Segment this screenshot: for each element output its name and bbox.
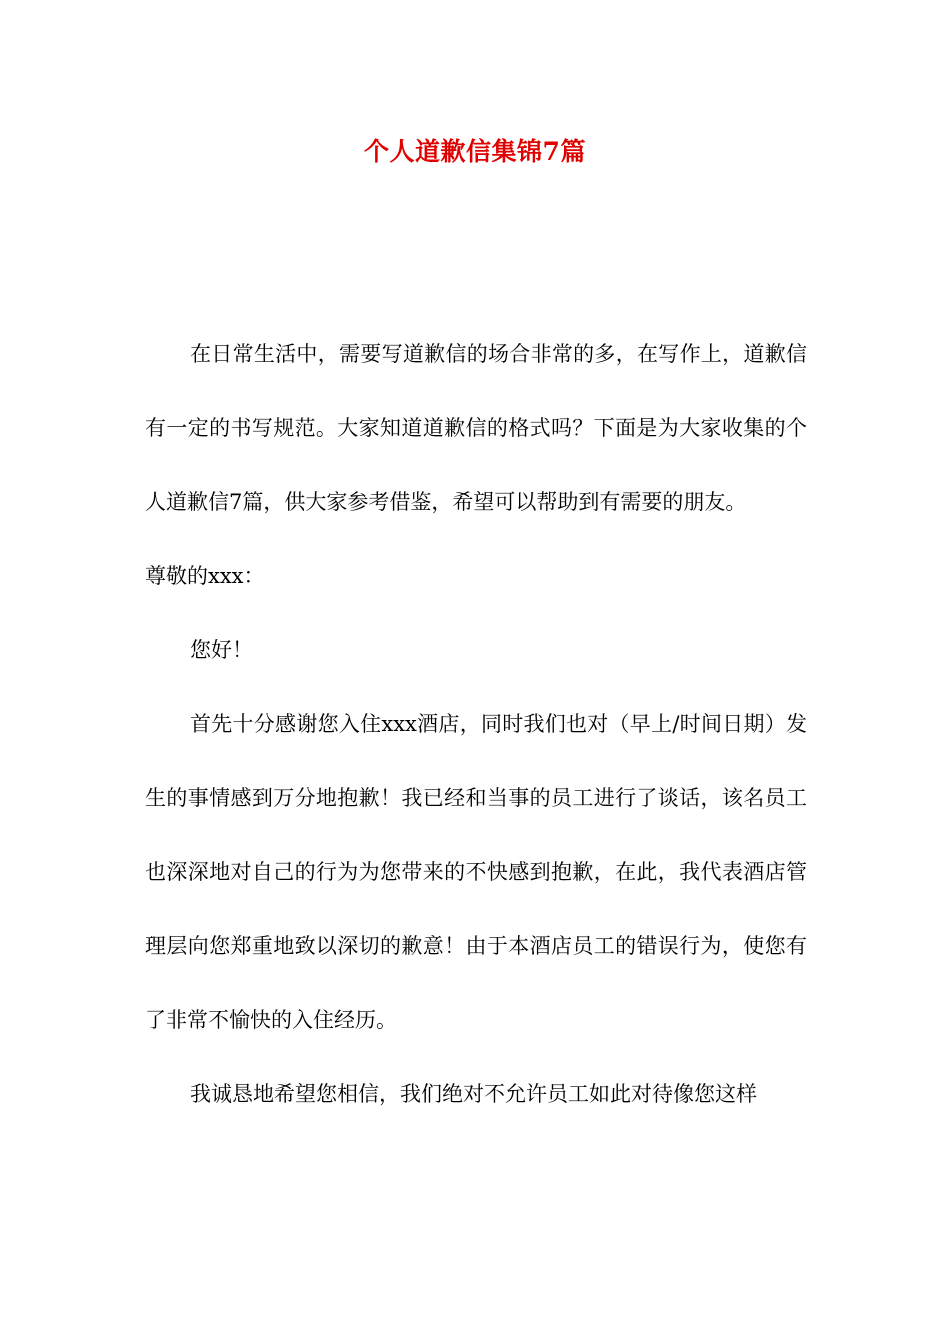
greeting: 您好！ [190,638,253,662]
body-paragraph-continued: 我诚恳地希望您相信，我们绝对不允许员工如此对待像您这样 [190,1082,757,1106]
document-body [145,317,807,1131]
salutation: 尊敬的xxx： [145,564,265,588]
intro-paragraph: 在日常生活中，需要写道歉信的场合非常的多，在写作上，道歉信有一定的书写规范。大家知道道歉信的格式吗？下面是为大家收集的个人道歉信7篇，供大家参考借鉴，希望可以帮助到有需要的朋友。 [145,342,807,514]
body-paragraph: 首先十分感谢您入住xxx酒店，同时我们也对（早上/时间日期）发生的事情感到万分地抱歉！我已经和当事的员工进行了谈话，该名员工也深深地对自己的行为为您带来的不快感到抱歉，在此，我代表酒店管理层向您郑重地致以深切的歉意！由于本酒店员工的错误行为，使您有了非常不愉快的入住经历。 [145,712,807,1032]
document-title: 个人道歉信集锦7篇 [364,137,586,166]
